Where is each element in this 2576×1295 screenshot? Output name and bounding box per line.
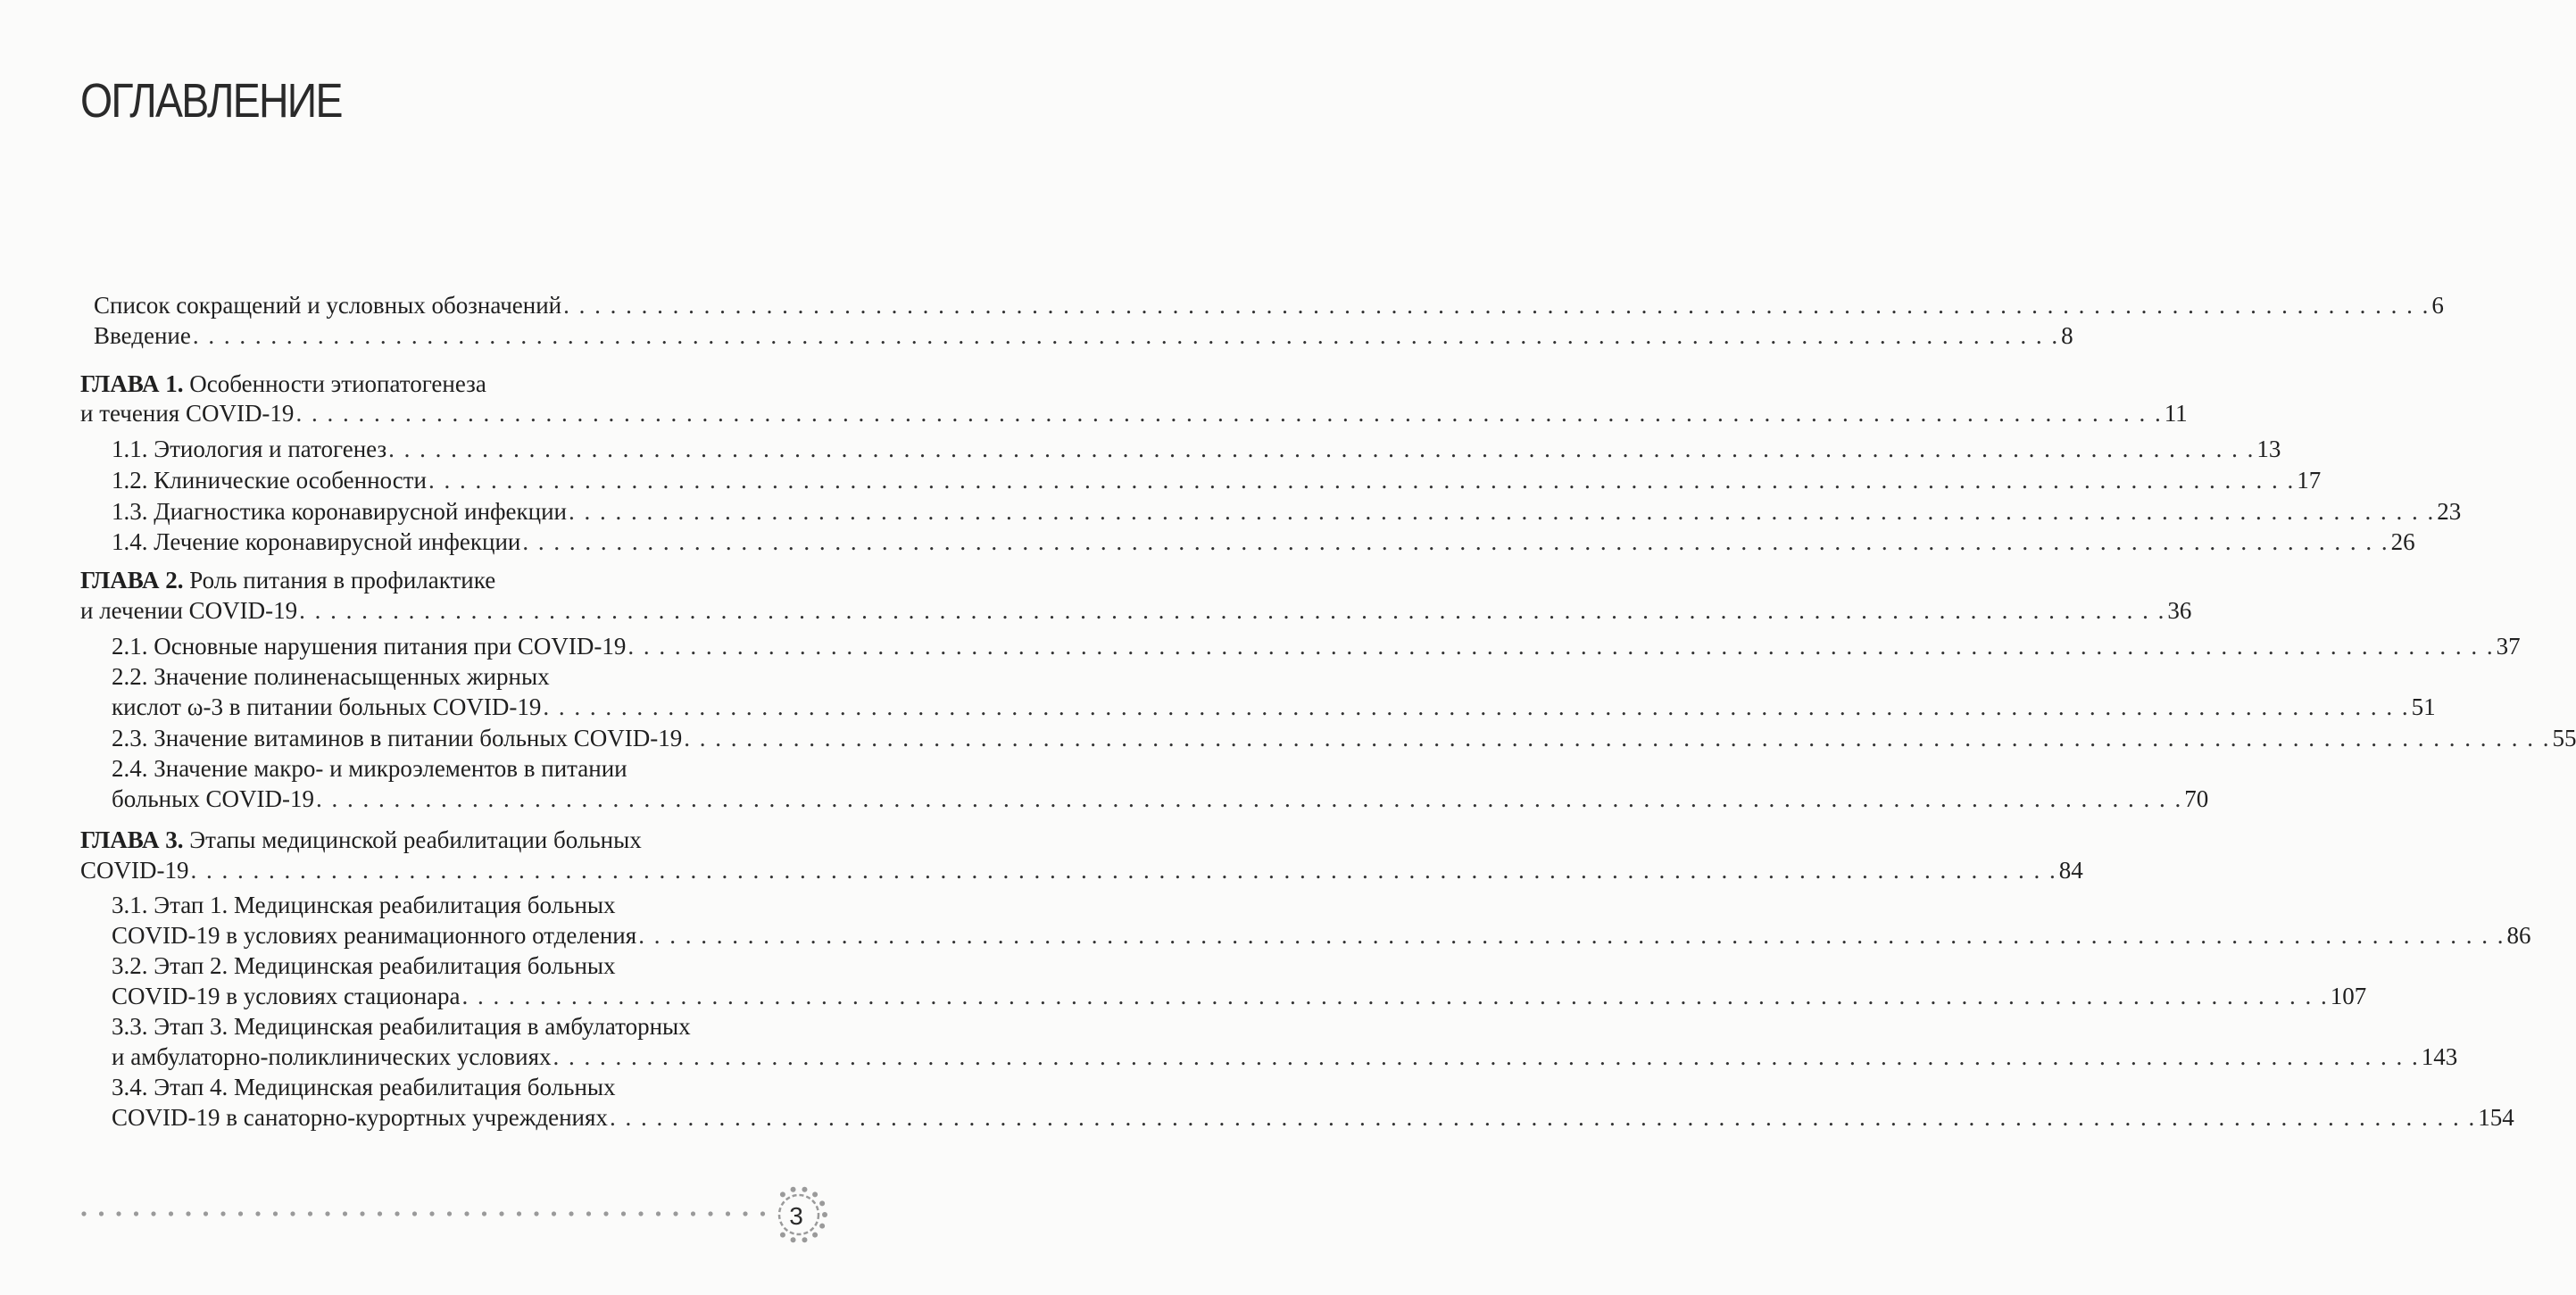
footer-dot <box>343 1211 347 1216</box>
footer-dotted-rule <box>80 1209 777 1218</box>
toc-entry-label: 1.1. Этиология и патогенез <box>112 436 387 462</box>
toc-page-number: 70 <box>2184 785 2209 812</box>
toc-section-2-1[interactable] <box>112 632 2521 661</box>
leader-dots: . . . . . . . . . . . . . . . . . . . . . . . . . . . . . . . . . . . . . . . . . . . . . . . . . . . . . . . . . . . . . . . . . . . . . . . . . . . . . . . . . . . . . . . . . . . . . . . . . . . . . . . . . . . . . . . . . . . . . . . . <box>428 467 2296 494</box>
toc-entry-label: 3.4. Этап 4. Медицинская реабилитация больных <box>112 1074 616 1100</box>
badge-spike <box>780 1233 785 1238</box>
toc-entry-label: Список сокращений и условных обозначений <box>94 292 562 319</box>
toc-section-3-2-line1[interactable] <box>112 951 616 981</box>
toc-section-3-1[interactable] <box>112 921 2531 950</box>
toc-page-number: 26 <box>2390 528 2415 555</box>
toc-section-3-3[interactable] <box>112 1042 2458 1072</box>
toc-section-1-2[interactable] <box>112 466 2322 495</box>
footer-dot <box>708 1211 712 1216</box>
toc-entry-label: 3.3. Этап 3. Медицинская реабилитация в амбулаторных <box>112 1013 691 1040</box>
toc-section-3-3-line1[interactable] <box>112 1012 691 1042</box>
toc-entry-introduction[interactable] <box>94 321 2073 351</box>
footer-dot <box>569 1211 573 1216</box>
chapter-title: Особенности этиопатогенеза <box>189 370 486 397</box>
footer-dot <box>552 1211 556 1216</box>
toc-entry-label: 2.2. Значение полиненасыщенных жирных <box>112 663 550 690</box>
toc-page-number: 23 <box>2437 498 2462 525</box>
footer-dot <box>760 1211 765 1216</box>
chapter-title: Этапы медицинской реабилитации больных <box>189 826 642 853</box>
toc-page-number: 107 <box>2330 983 2367 1009</box>
badge-spike <box>802 1187 807 1192</box>
chapter-title-cont: COVID-19 <box>80 857 189 884</box>
toc-page-number: 84 <box>2058 857 2083 884</box>
footer-dot <box>116 1211 120 1216</box>
toc-entry-label-cont: больных COVID-19 <box>112 785 314 812</box>
toc-entry-label: 3.1. Этап 1. Медицинская реабилитация больных <box>112 892 616 918</box>
toc-section-2-2[interactable] <box>112 693 2436 722</box>
footer-dot <box>447 1211 452 1216</box>
toc-entry-label-cont: и амбулаторно-поликлинических условиях <box>112 1043 552 1070</box>
toc-section-3-2[interactable] <box>112 982 2367 1011</box>
chapter-number: ГЛАВА 3. <box>80 826 184 853</box>
toc-page-number: 154 <box>2478 1104 2514 1131</box>
toc-section-1-4[interactable] <box>112 527 2415 557</box>
leader-dots: . . . . . . . . . . . . . . . . . . . . . . . . . . . . . . . . . . . . . . . . . . . . . . . . . . . . . . . . . . . . . . . . . . . . . . . . . . . . . . . . . . . . . . . . . . . . . . . . . . . . . . . . . . . . . . . . . . . . . . . . <box>543 693 2410 720</box>
toc-page-number: 8 <box>2061 322 2073 349</box>
chapter-title-cont: и лечении COVID-19 <box>80 597 298 624</box>
badge-spike <box>791 1237 796 1242</box>
footer-dot <box>204 1211 208 1216</box>
leader-dots: . . . . . . . . . . . . . . . . . . . . . . . . . . . . . . . . . . . . . . . . . . . . . . . . . . . . . . . . . . . . . . . . . . . . . . . . . . . . . . . . . . . . . . . . . . . . . . . . . . . . . . . . . . . . . . . . . . . . . . . . <box>316 785 2183 812</box>
chapter-title: Роль питания в профилактике <box>189 567 496 594</box>
toc-page-number: 11 <box>2164 400 2188 427</box>
toc-page-number: 6 <box>2431 292 2444 319</box>
footer-dot <box>534 1211 538 1216</box>
toc-page-number: 86 <box>2506 922 2531 949</box>
badge-spike <box>819 1224 825 1229</box>
toc-entry-label: 1.3. Диагностика коронавирусной инфекции <box>112 498 567 525</box>
footer-dot <box>429 1211 434 1216</box>
badge-spike <box>791 1187 796 1192</box>
toc-entry-label: 1.4. Лечение коронавирусной инфекции <box>112 528 521 555</box>
badge-spike <box>822 1212 827 1217</box>
footer-dot <box>186 1211 190 1216</box>
footer-dot <box>378 1211 382 1216</box>
chapter-number: ГЛАВА 2. <box>80 567 184 594</box>
leader-dots: . . . . . . . . . . . . . . . . . . . . . . . . . . . . . . . . . . . . . . . . . . . . . . . . . . . . . . . . . . . . . . . . . . . . . . . . . . . . . . . . . . . . . . . . . . . . . . . . . . . . . . . . . . . . . . . . . . . . . . . . <box>461 983 2329 1009</box>
toc-section-2-2-line1[interactable] <box>112 662 550 692</box>
leader-dots: . . . . . . . . . . . . . . . . . . . . . . . . . . . . . . . . . . . . . . . . . . . . . . . . . . . . . . . . . . . . . . . . . . . . . . . . . . . . . . . . . . . . . . . . . . . . . . . . . . . . . . . . . . . . . . . . . . . . . . . . <box>627 633 2495 660</box>
toc-entry-label: 1.2. Клинические особенности <box>112 467 427 494</box>
footer-dot <box>238 1211 243 1216</box>
leader-dots: . . . . . . . . . . . . . . . . . . . . . . . . . . . . . . . . . . . . . . . . . . . . . . . . . . . . . . . . . . . . . . . . . . . . . . . . . . . . . . . . . . . . . . . . . . . . . . . . . . . . . . . . . . . . . . . . . . . . . . . . <box>299 597 2166 624</box>
footer-dot <box>169 1211 173 1216</box>
footer-dot <box>482 1211 486 1216</box>
toc-section-3-1-line1[interactable] <box>112 891 616 920</box>
toc-section-1-1[interactable] <box>112 435 2281 464</box>
page-number-badge <box>769 1184 832 1247</box>
toc-page-number: 143 <box>2421 1043 2458 1070</box>
badge-spike <box>812 1233 818 1238</box>
toc-entry-abbreviations[interactable] <box>94 291 2444 320</box>
toc-section-2-4[interactable] <box>112 784 2209 814</box>
leader-dots: . . . . . . . . . . . . . . . . . . . . . . . . . . . . . . . . . . . . . . . . . . . . . . . . . . . . . . . . . . . . . . . . . . . . . . . . . . . . . . . . . . . . . . . . . . . . . . . . . . . . . . . . . . . . . . . . . . . . . . . . <box>522 528 2389 555</box>
leader-dots: . . . . . . . . . . . . . . . . . . . . . . . . . . . . . . . . . . . . . . . . . . . . . . . . . . . . . . . . . . . . . . . . . . . . . . . . . . . . . . . . . . . . . . . . . . . . . . . . . . . . . . . . . . . . . . . . . . . . . . . . <box>295 400 2163 427</box>
toc-entry-label: 2.1. Основные нарушения питания при COVID-19 <box>112 633 627 660</box>
footer-dot <box>325 1211 329 1216</box>
footer-dot <box>656 1211 661 1216</box>
toc-section-2-4-line1[interactable] <box>112 754 627 784</box>
leader-dots: . . . . . . . . . . . . . . . . . . . . . . . . . . . . . . . . . . . . . . . . . . . . . . . . . . . . . . . . . . . . . . . . . . . . . . . . . . . . . . . . . . . . . . . . . . . . . . . . . . . . . . . . . . . . . . . . . . . . . . . . <box>684 725 2551 751</box>
leader-dots: . . . . . . . . . . . . . . . . . . . . . . . . . . . . . . . . . . . . . . . . . . . . . . . . . . . . . . . . . . . . . . . . . . . . . . . . . . . . . . . . . . . . . . . . . . . . . . . . . . . . . . . . . . . . . . . . . . . . . . . . <box>388 436 2256 462</box>
leader-dots: . . . . . . . . . . . . . . . . . . . . . . . . . . . . . . . . . . . . . . . . . . . . . . . . . . . . . . . . . . . . . . . . . . . . . . . . . . . . . . . . . . . . . . . . . . . . . . . . . . . . . . . . . . . . . . . . . . . . . . . . <box>609 1104 2477 1131</box>
footer-dot <box>638 1211 643 1216</box>
footer-dot <box>603 1211 608 1216</box>
footer-dot <box>220 1211 225 1216</box>
footer-dot <box>81 1211 86 1216</box>
toc-entry-label-cont: COVID-19 в условиях реанимационного отделения <box>112 922 637 949</box>
toc-entry-label: 2.4. Значение макро- и микроэлементов в питании <box>112 755 627 782</box>
footer-dot <box>743 1211 747 1216</box>
toc-entry-label: 3.2. Этап 2. Медицинская реабилитация больных <box>112 952 616 979</box>
footer-dot <box>499 1211 503 1216</box>
toc-chapter-1[interactable] <box>80 399 2188 428</box>
footer-dot <box>586 1211 591 1216</box>
page-number: 3 <box>789 1202 803 1230</box>
toc-entry-label: Введение <box>94 322 191 349</box>
footer-dot <box>673 1211 677 1216</box>
toc-page-number: 36 <box>2167 597 2192 624</box>
toc-section-2-3[interactable] <box>112 724 2576 753</box>
footer-dot <box>360 1211 364 1216</box>
leader-dots: . . . . . . . . . . . . . . . . . . . . . . . . . . . . . . . . . . . . . . . . . . . . . . . . . . . . . . . . . . . . . . . . . . . . . . . . . . . . . . . . . . . . . . . . . . . . . . . . . . . . . . . . . . . . . . . . . . . . . . . . <box>563 292 2431 319</box>
leader-dots: . . . . . . . . . . . . . . . . . . . . . . . . . . . . . . . . . . . . . . . . . . . . . . . . . . . . . . . . . . . . . . . . . . . . . . . . . . . . . . . . . . . . . . . . . . . . . . . . . . . . . . . . . . . . . . . . . . . . . . . . <box>553 1043 2420 1070</box>
toc-chapter-3-heading[interactable] <box>80 826 642 855</box>
chapter-title-cont: и течения COVID-19 <box>80 400 295 427</box>
footer-dot <box>290 1211 295 1216</box>
footer-dot <box>412 1211 417 1216</box>
toc-section-3-4[interactable] <box>112 1103 2514 1133</box>
badge-spike <box>819 1200 825 1206</box>
toc-section-3-4-line1[interactable] <box>112 1073 616 1102</box>
toc-page-number: 37 <box>2496 633 2521 660</box>
toc-entry-label-cont: COVID-19 в санаторно-курортных учреждениях <box>112 1104 608 1131</box>
footer-dot <box>464 1211 469 1216</box>
toc-entry-label-cont: кислот ω-3 в питании больных COVID-19 <box>112 693 542 720</box>
toc-entry-label: 2.3. Значение витаминов в питании больных COVID-19 <box>112 725 683 751</box>
toc-chapter-2[interactable] <box>80 596 2192 626</box>
footer-dot <box>621 1211 626 1216</box>
badge-spike <box>802 1237 807 1242</box>
footer-dot <box>99 1211 104 1216</box>
toc-page-number: 13 <box>2256 436 2281 462</box>
footer-dot <box>726 1211 730 1216</box>
leader-dots: . . . . . . . . . . . . . . . . . . . . . . . . . . . . . . . . . . . . . . . . . . . . . . . . . . . . . . . . . . . . . . . . . . . . . . . . . . . . . . . . . . . . . . . . . . . . . . . . . . . . . . . . . . . . . . . . . . . . . . . . <box>568 498 2436 525</box>
badge-spike <box>812 1191 818 1197</box>
leader-dots: . . . . . . . . . . . . . . . . . . . . . . . . . . . . . . . . . . . . . . . . . . . . . . . . . . . . . . . . . . . . . . . . . . . . . . . . . . . . . . . . . . . . . . . . . . . . . . . . . . . . . . . . . . . . . . . . . . . . . . . . <box>638 922 2505 949</box>
toc-chapter-3[interactable] <box>80 856 2083 885</box>
footer-dot <box>308 1211 312 1216</box>
footer-dot <box>151 1211 155 1216</box>
toc-page-number: 17 <box>2297 467 2322 494</box>
leader-dots: . . . . . . . . . . . . . . . . . . . . . . . . . . . . . . . . . . . . . . . . . . . . . . . . . . . . . . . . . . . . . . . . . . . . . . . . . . . . . . . . . . . . . . . . . . . . . . . . . . . . . . . . . . . . . . . . . . . . . . . . <box>190 857 2057 884</box>
toc-chapter-2-heading[interactable] <box>80 566 495 595</box>
toc-section-1-3[interactable] <box>112 497 2462 527</box>
footer-dot <box>691 1211 695 1216</box>
footer-dot <box>255 1211 260 1216</box>
footer-dot <box>273 1211 278 1216</box>
footer-dot <box>134 1211 138 1216</box>
footer-dot <box>517 1211 521 1216</box>
toc-page-number: 51 <box>2411 693 2436 720</box>
toc-chapter-1-heading[interactable] <box>80 369 486 399</box>
badge-spike <box>780 1191 785 1197</box>
footer-dot <box>395 1211 399 1216</box>
chapter-number: ГЛАВА 1. <box>80 370 184 397</box>
toc-entry-label-cont: COVID-19 в условиях стационара <box>112 983 461 1009</box>
toc-page-number: 55 <box>2552 725 2576 751</box>
page-title: ОГЛАВЛЕНИЕ <box>80 74 342 128</box>
leader-dots: . . . . . . . . . . . . . . . . . . . . . . . . . . . . . . . . . . . . . . . . . . . . . . . . . . . . . . . . . . . . . . . . . . . . . . . . . . . . . . . . . . . . . . . . . . . . . . . . . . . . . . . . . . . . . . . . . . . . . . . . <box>192 322 2060 349</box>
